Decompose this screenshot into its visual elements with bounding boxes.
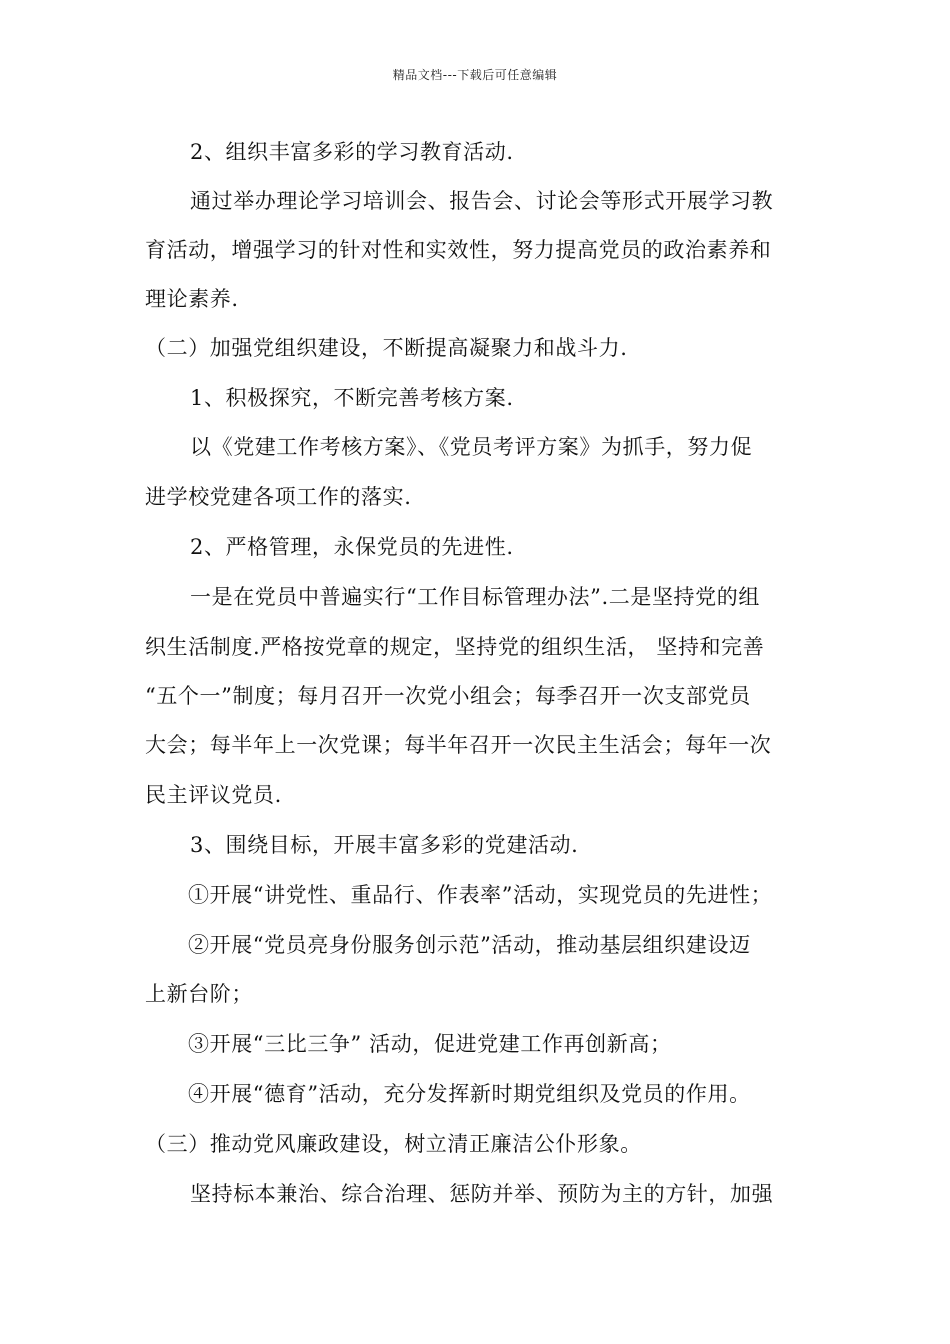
heading-item-2: 2、组织丰富多彩的学习教育活动. (190, 140, 514, 164)
paragraph-line: 坚持标本兼治、综合治理、惩防并举、预防为主的方针，加强 (190, 1182, 774, 1206)
list-item: ④开展“德育”活动，充分发挥新时期党组织及党员的作用。 (188, 1082, 751, 1106)
paragraph-line: 通过举办理论学习培训会、报告会、讨论会等形式开展学习教 (190, 189, 774, 213)
list-item: ③开展“三比三争” 活动，促进党建工作再创新高； (188, 1032, 672, 1056)
paragraph-line: “五个一”制度；每月召开一次党小组会；每季召开一次支部党员 (145, 684, 751, 708)
heading-item-2: 2、严格管理，永保党员的先进性. (190, 535, 514, 559)
paragraph-line: 织生活制度.严格按党章的规定，坚持党的组织生活， 坚持和完善 (145, 635, 765, 659)
paragraph-line: 以《党建工作考核方案》、《党员考评方案》为抓手，努力促 (190, 435, 753, 459)
paragraph-line: 大会；每半年上一次党课；每半年召开一次民主生活会；每年一次 (145, 733, 772, 757)
paragraph-line: 育活动，增强学习的针对性和实效性，努力提高党员的政治素养和 (145, 238, 772, 262)
list-item: ①开展“讲党性、重品行、作表率”活动，实现党员的先进性； (188, 883, 773, 907)
paragraph-line: 一是在党员中普遍实行“工作目标管理办法”.二是坚持党的组 (190, 585, 760, 609)
page-header: 精品文档---下载后可任意编辑 (392, 68, 558, 82)
paragraph-line: 民主评议党员. (145, 783, 282, 807)
paragraph-line: 进学校党建各项工作的落实. (145, 485, 412, 509)
paragraph-line: 理论素养. (145, 287, 239, 311)
heading-item-3: 3、围绕目标，开展丰富多彩的党建活动. (190, 833, 579, 857)
list-item: ②开展“党员亮身份服务创示范”活动，推动基层组织建设迈 (188, 933, 751, 957)
heading-item-1: 1、积极探究，不断完善考核方案. (190, 386, 514, 410)
paragraph-line: 上新台阶； (145, 982, 253, 1006)
section-heading-2: （二）加强党组织建设，不断提高凝聚力和战斗力. (145, 336, 628, 360)
section-heading-3: （三）推动党风廉政建设，树立清正廉洁公仆形象。 (145, 1132, 642, 1156)
